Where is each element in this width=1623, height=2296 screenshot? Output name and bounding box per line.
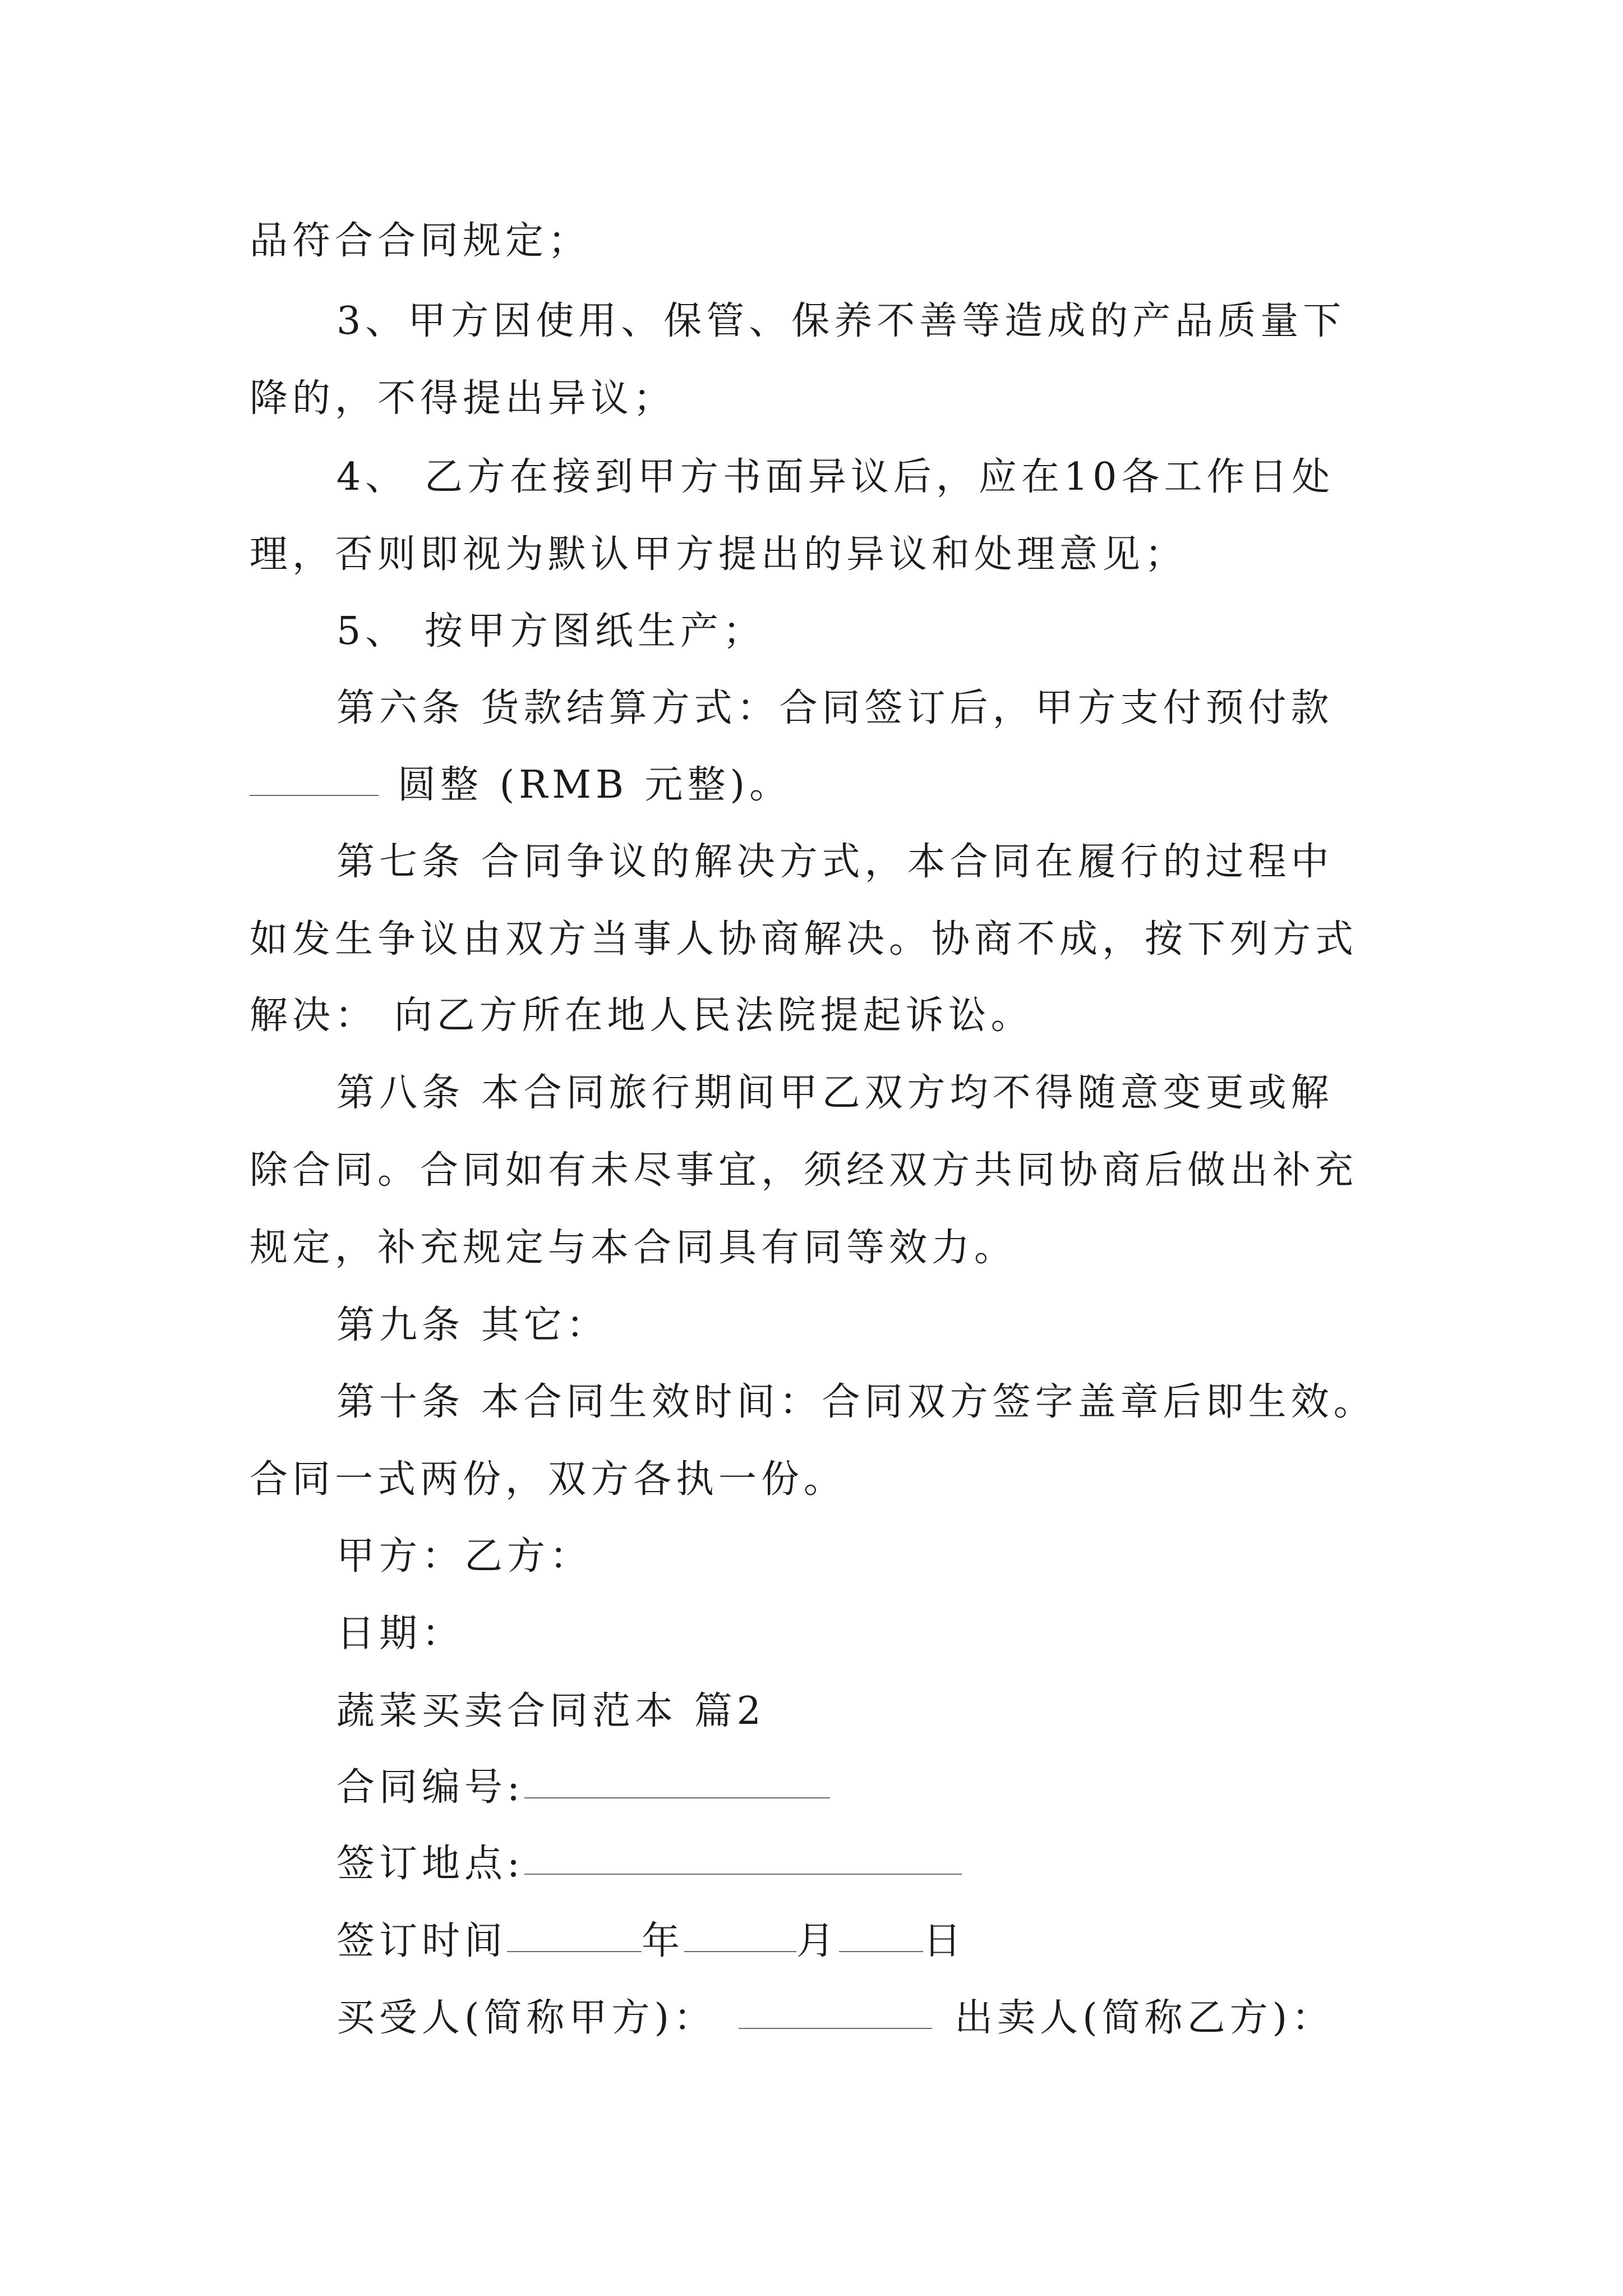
buyer-blank[interactable] [739, 1993, 932, 2029]
buyer-label: 买受人(简称甲方)： [336, 1996, 717, 2040]
signing-place-line [336, 1839, 962, 1889]
text-line: 5、 按甲方图纸生产； [336, 609, 766, 654]
text-line: 除合同。合同如有未尽事宜，须经双方共同协商后做出补充 [250, 1148, 1358, 1193]
signing-time-line [336, 1916, 966, 1967]
date-line: 日期： [336, 1612, 465, 1656]
month-blank[interactable] [684, 1916, 796, 1952]
payment-unit-text: 圆整 (RMB 元整)。 [398, 763, 792, 807]
payment-line [250, 760, 792, 811]
article-9-heading: 第九条 其它： [336, 1303, 609, 1347]
signing-place-label: 签订地点: [336, 1842, 524, 1886]
text-line: 解决： 向乙方所在地人民法院提起诉讼。 [250, 993, 1034, 1038]
payment-amount-blank[interactable] [250, 760, 379, 796]
buyer-seller-line [336, 1993, 1334, 2044]
text-line: 合同一式两份，双方各执一份。 [250, 1457, 847, 1502]
contract-number-line [336, 1763, 830, 1813]
text-line: 如发生争议由双方当事人协商解决。协商不成，按下列方式 [250, 917, 1358, 961]
signing-time-label: 签订时间 [336, 1919, 508, 1963]
day-blank[interactable] [839, 1916, 923, 1952]
contract-number-label: 合同编号: [336, 1765, 524, 1810]
text-line: 4、 乙方在接到甲方书面异议后，应在10各工作日处 [336, 455, 1335, 499]
seller-label: 出卖人(简称乙方)： [955, 1996, 1335, 2040]
section-title: 蔬菜买卖合同范本 篇2 [336, 1689, 766, 1733]
year-label: 年 [642, 1919, 685, 1963]
article-7-heading: 第七条 合同争议的解决方式，本合同在履行的过程中 [336, 840, 1334, 884]
text-line: 降的，不得提出异议； [250, 376, 676, 421]
text-line: 品符合合同规定； [250, 219, 591, 263]
text-line: 规定，补充规定与本合同具有同等效力。 [250, 1226, 1017, 1270]
month-label: 月 [796, 1919, 840, 1963]
text-line: 3、甲方因使用、保管、保养不善等造成的产品质量下 [336, 299, 1346, 343]
article-8-heading: 第八条 本合同旅行期间甲乙双方均不得随意变更或解 [336, 1071, 1334, 1115]
party-signature-line: 甲方：乙方： [336, 1534, 593, 1579]
year-blank[interactable] [507, 1916, 642, 1952]
article-10-heading: 第十条 本合同生效时间：合同双方签字盖章后即生效。 [336, 1380, 1376, 1424]
signing-place-blank[interactable] [524, 1839, 962, 1875]
text-line: 理，否则即视为默认甲方提出的异议和处理意见； [250, 532, 1188, 577]
contract-number-blank[interactable] [524, 1763, 830, 1798]
day-label: 日 [923, 1919, 966, 1963]
article-6-heading: 第六条 货款结算方式：合同签订后，甲方支付预付款 [336, 686, 1334, 730]
